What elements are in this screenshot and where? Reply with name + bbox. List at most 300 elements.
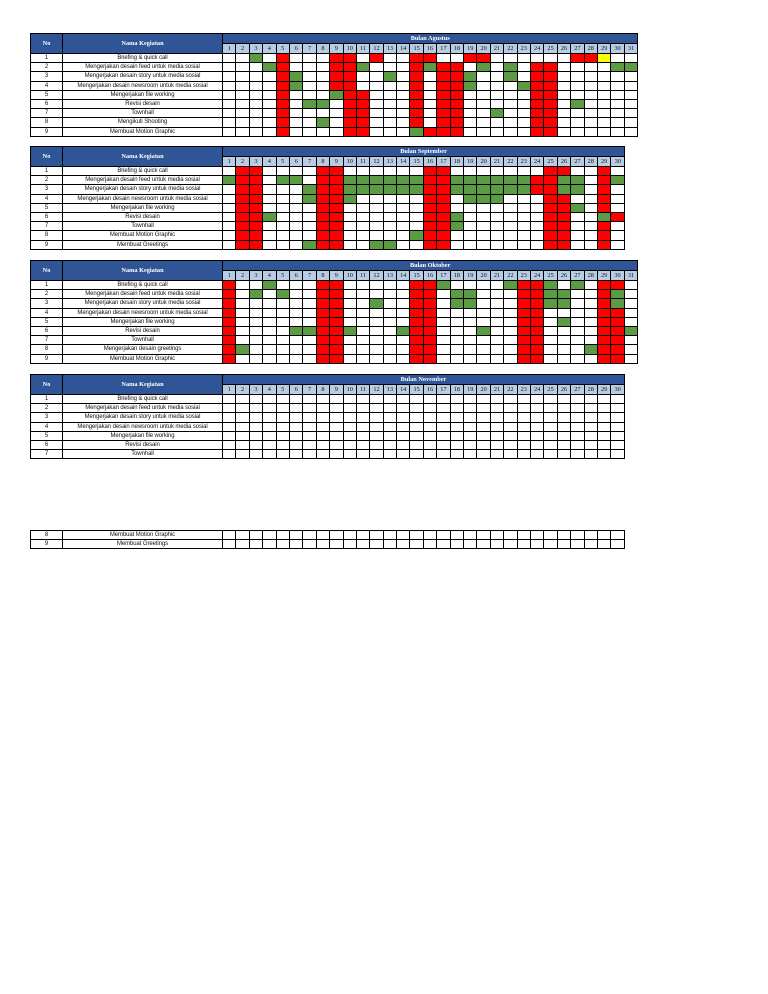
day-cell[interactable] [223,299,236,308]
day-cell[interactable] [223,290,236,299]
day-cell[interactable] [624,118,638,127]
day-cell[interactable] [504,404,517,413]
day-cell[interactable] [571,81,584,90]
day-cell[interactable] [544,203,557,212]
day-cell[interactable] [597,422,610,431]
day-cell[interactable] [517,440,530,449]
day-cell[interactable] [316,431,329,440]
day-cell[interactable] [423,413,436,422]
day-cell[interactable] [557,440,570,449]
day-cell[interactable] [597,540,610,549]
day-cell[interactable] [544,185,557,194]
day-cell[interactable] [289,167,302,176]
day-cell[interactable] [490,81,503,90]
day-cell[interactable] [504,540,517,549]
day-cell[interactable] [517,203,530,212]
day-cell[interactable] [316,326,329,335]
day-cell[interactable] [464,194,477,203]
day-cell[interactable] [276,222,289,231]
day-cell[interactable] [504,431,517,440]
day-cell[interactable] [571,194,584,203]
day-cell[interactable] [303,176,316,185]
day-cell[interactable] [423,203,436,212]
day-cell[interactable] [544,212,557,221]
day-cell[interactable] [303,185,316,194]
day-cell[interactable] [410,354,423,363]
day-cell[interactable] [597,404,610,413]
day-cell[interactable] [263,354,276,363]
day-cell[interactable] [370,531,383,540]
day-cell[interactable] [490,299,503,308]
day-cell[interactable] [276,54,289,63]
day-cell[interactable] [517,317,530,326]
day-cell[interactable] [410,127,423,136]
day-cell[interactable] [383,450,396,459]
day-cell[interactable] [597,167,610,176]
day-cell[interactable] [437,336,450,345]
day-cell[interactable] [370,203,383,212]
day-cell[interactable] [557,63,570,72]
day-cell[interactable] [343,231,356,240]
day-cell[interactable] [343,118,356,127]
day-cell[interactable] [437,308,450,317]
day-cell[interactable] [236,413,249,422]
day-cell[interactable] [464,72,477,81]
day-cell[interactable] [544,222,557,231]
day-cell[interactable] [249,185,262,194]
day-cell[interactable] [223,72,236,81]
day-cell[interactable] [249,336,262,345]
day-cell[interactable] [383,299,396,308]
day-cell[interactable] [343,404,356,413]
day-cell[interactable] [584,240,597,249]
day-cell[interactable] [223,185,236,194]
day-cell[interactable] [249,72,262,81]
day-cell[interactable] [263,450,276,459]
day-cell[interactable] [517,326,530,335]
day-cell[interactable] [236,222,249,231]
day-cell[interactable] [276,308,289,317]
day-cell[interactable] [611,203,625,212]
day-cell[interactable] [517,212,530,221]
day-cell[interactable] [316,81,329,90]
day-cell[interactable] [303,54,316,63]
day-cell[interactable] [383,240,396,249]
day-cell[interactable] [450,203,463,212]
day-cell[interactable] [383,231,396,240]
day-cell[interactable] [316,127,329,136]
day-cell[interactable] [517,54,530,63]
day-cell[interactable] [289,345,302,354]
day-cell[interactable] [423,167,436,176]
day-cell[interactable] [584,281,597,290]
day-cell[interactable] [450,413,463,422]
day-cell[interactable] [223,281,236,290]
day-cell[interactable] [517,185,530,194]
day-cell[interactable] [490,431,503,440]
day-cell[interactable] [356,336,369,345]
day-cell[interactable] [383,290,396,299]
day-cell[interactable] [557,118,570,127]
day-cell[interactable] [383,422,396,431]
day-cell[interactable] [263,99,276,108]
day-cell[interactable] [597,54,610,63]
day-cell[interactable] [611,308,624,317]
day-cell[interactable] [557,345,570,354]
day-cell[interactable] [544,326,557,335]
day-cell[interactable] [450,167,463,176]
day-cell[interactable] [316,72,329,81]
day-cell[interactable] [477,281,490,290]
day-cell[interactable] [423,54,436,63]
day-cell[interactable] [263,109,276,118]
day-cell[interactable] [611,299,624,308]
day-cell[interactable] [584,127,597,136]
day-cell[interactable] [557,203,570,212]
day-cell[interactable] [450,404,463,413]
day-cell[interactable] [490,336,503,345]
day-cell[interactable] [383,404,396,413]
day-cell[interactable] [223,90,236,99]
day-cell[interactable] [477,404,490,413]
day-cell[interactable] [289,395,302,404]
day-cell[interactable] [263,176,276,185]
day-cell[interactable] [530,531,543,540]
day-cell[interactable] [303,90,316,99]
day-cell[interactable] [410,99,423,108]
day-cell[interactable] [263,431,276,440]
day-cell[interactable] [263,212,276,221]
day-cell[interactable] [223,54,236,63]
day-cell[interactable] [397,440,410,449]
day-cell[interactable] [557,317,570,326]
day-cell[interactable] [423,540,436,549]
day-cell[interactable] [557,431,570,440]
day-cell[interactable] [557,185,570,194]
day-cell[interactable] [236,281,249,290]
day-cell[interactable] [490,345,503,354]
day-cell[interactable] [276,63,289,72]
day-cell[interactable] [263,345,276,354]
day-cell[interactable] [504,345,517,354]
day-cell[interactable] [517,118,530,127]
day-cell[interactable] [356,299,369,308]
day-cell[interactable] [316,413,329,422]
day-cell[interactable] [316,336,329,345]
day-cell[interactable] [544,118,557,127]
day-cell[interactable] [356,317,369,326]
day-cell[interactable] [530,431,543,440]
day-cell[interactable] [289,326,302,335]
day-cell[interactable] [584,422,597,431]
day-cell[interactable] [303,450,316,459]
day-cell[interactable] [504,99,517,108]
day-cell[interactable] [263,72,276,81]
day-cell[interactable] [423,212,436,221]
day-cell[interactable] [356,240,369,249]
day-cell[interactable] [383,99,396,108]
day-cell[interactable] [464,336,477,345]
day-cell[interactable] [423,99,436,108]
day-cell[interactable] [584,194,597,203]
day-cell[interactable] [370,317,383,326]
day-cell[interactable] [611,240,625,249]
day-cell[interactable] [343,127,356,136]
day-cell[interactable] [249,413,262,422]
day-cell[interactable] [370,440,383,449]
day-cell[interactable] [223,531,236,540]
day-cell[interactable] [370,54,383,63]
day-cell[interactable] [571,413,584,422]
day-cell[interactable] [584,450,597,459]
day-cell[interactable] [423,440,436,449]
day-cell[interactable] [571,336,584,345]
day-cell[interactable] [236,240,249,249]
day-cell[interactable] [557,222,570,231]
day-cell[interactable] [597,109,610,118]
day-cell[interactable] [397,90,410,99]
day-cell[interactable] [504,317,517,326]
day-cell[interactable] [356,176,369,185]
day-cell[interactable] [530,317,543,326]
day-cell[interactable] [383,308,396,317]
day-cell[interactable] [544,440,557,449]
day-cell[interactable] [249,54,262,63]
day-cell[interactable] [223,127,236,136]
day-cell[interactable] [437,440,450,449]
day-cell[interactable] [236,540,249,549]
day-cell[interactable] [557,99,570,108]
day-cell[interactable] [597,299,610,308]
day-cell[interactable] [517,240,530,249]
day-cell[interactable] [276,354,289,363]
day-cell[interactable] [289,404,302,413]
day-cell[interactable] [356,63,369,72]
day-cell[interactable] [330,450,343,459]
day-cell[interactable] [517,404,530,413]
day-cell[interactable] [249,395,262,404]
day-cell[interactable] [263,203,276,212]
day-cell[interactable] [504,222,517,231]
day-cell[interactable] [289,185,302,194]
day-cell[interactable] [397,54,410,63]
day-cell[interactable] [236,431,249,440]
day-cell[interactable] [530,308,543,317]
day-cell[interactable] [249,203,262,212]
day-cell[interactable] [571,440,584,449]
day-cell[interactable] [477,99,490,108]
day-cell[interactable] [330,212,343,221]
day-cell[interactable] [477,422,490,431]
day-cell[interactable] [544,231,557,240]
day-cell[interactable] [410,422,423,431]
day-cell[interactable] [303,290,316,299]
day-cell[interactable] [316,531,329,540]
day-cell[interactable] [437,299,450,308]
day-cell[interactable] [356,212,369,221]
day-cell[interactable] [557,194,570,203]
day-cell[interactable] [410,299,423,308]
day-cell[interactable] [571,326,584,335]
day-cell[interactable] [571,176,584,185]
day-cell[interactable] [263,404,276,413]
day-cell[interactable] [330,81,343,90]
day-cell[interactable] [557,308,570,317]
day-cell[interactable] [557,354,570,363]
day-cell[interactable] [236,317,249,326]
day-cell[interactable] [397,99,410,108]
day-cell[interactable] [624,127,638,136]
day-cell[interactable] [611,336,624,345]
day-cell[interactable] [477,231,490,240]
day-cell[interactable] [410,176,423,185]
day-cell[interactable] [624,299,638,308]
day-cell[interactable] [544,345,557,354]
day-cell[interactable] [410,167,423,176]
day-cell[interactable] [397,231,410,240]
day-cell[interactable] [236,81,249,90]
day-cell[interactable] [477,290,490,299]
day-cell[interactable] [276,431,289,440]
day-cell[interactable] [437,109,450,118]
day-cell[interactable] [450,531,463,540]
day-cell[interactable] [517,167,530,176]
day-cell[interactable] [530,63,543,72]
day-cell[interactable] [530,354,543,363]
day-cell[interactable] [397,167,410,176]
day-cell[interactable] [477,299,490,308]
day-cell[interactable] [544,54,557,63]
day-cell[interactable] [263,185,276,194]
day-cell[interactable] [330,99,343,108]
day-cell[interactable] [263,127,276,136]
day-cell[interactable] [383,345,396,354]
day-cell[interactable] [383,185,396,194]
day-cell[interactable] [330,440,343,449]
day-cell[interactable] [423,326,436,335]
day-cell[interactable] [450,336,463,345]
day-cell[interactable] [410,540,423,549]
day-cell[interactable] [263,290,276,299]
day-cell[interactable] [517,336,530,345]
day-cell[interactable] [356,404,369,413]
day-cell[interactable] [437,404,450,413]
day-cell[interactable] [370,299,383,308]
day-cell[interactable] [584,404,597,413]
day-cell[interactable] [370,450,383,459]
day-cell[interactable] [236,290,249,299]
day-cell[interactable] [356,118,369,127]
day-cell[interactable] [571,395,584,404]
day-cell[interactable] [263,240,276,249]
day-cell[interactable] [477,127,490,136]
day-cell[interactable] [370,281,383,290]
day-cell[interactable] [316,222,329,231]
day-cell[interactable] [611,413,625,422]
day-cell[interactable] [316,281,329,290]
day-cell[interactable] [423,176,436,185]
day-cell[interactable] [356,281,369,290]
day-cell[interactable] [584,63,597,72]
day-cell[interactable] [370,413,383,422]
day-cell[interactable] [584,109,597,118]
day-cell[interactable] [249,90,262,99]
day-cell[interactable] [383,203,396,212]
day-cell[interactable] [597,203,610,212]
day-cell[interactable] [584,72,597,81]
day-cell[interactable] [450,127,463,136]
day-cell[interactable] [464,450,477,459]
day-cell[interactable] [557,540,570,549]
day-cell[interactable] [557,240,570,249]
day-cell[interactable] [410,81,423,90]
day-cell[interactable] [370,326,383,335]
day-cell[interactable] [330,231,343,240]
day-cell[interactable] [464,345,477,354]
day-cell[interactable] [370,90,383,99]
day-cell[interactable] [316,450,329,459]
day-cell[interactable] [356,99,369,108]
day-cell[interactable] [370,395,383,404]
day-cell[interactable] [464,326,477,335]
day-cell[interactable] [504,127,517,136]
day-cell[interactable] [517,290,530,299]
day-cell[interactable] [517,99,530,108]
day-cell[interactable] [316,308,329,317]
day-cell[interactable] [504,109,517,118]
day-cell[interactable] [611,99,624,108]
day-cell[interactable] [611,63,624,72]
day-cell[interactable] [316,317,329,326]
day-cell[interactable] [303,404,316,413]
day-cell[interactable] [464,413,477,422]
day-cell[interactable] [289,413,302,422]
day-cell[interactable] [343,109,356,118]
day-cell[interactable] [611,326,624,335]
day-cell[interactable] [330,222,343,231]
day-cell[interactable] [303,118,316,127]
day-cell[interactable] [557,326,570,335]
day-cell[interactable] [597,345,610,354]
day-cell[interactable] [316,54,329,63]
day-cell[interactable] [571,167,584,176]
day-cell[interactable] [316,176,329,185]
day-cell[interactable] [530,290,543,299]
day-cell[interactable] [356,54,369,63]
day-cell[interactable] [544,450,557,459]
day-cell[interactable] [276,404,289,413]
day-cell[interactable] [303,326,316,335]
day-cell[interactable] [397,185,410,194]
day-cell[interactable] [584,222,597,231]
day-cell[interactable] [490,72,503,81]
day-cell[interactable] [343,422,356,431]
day-cell[interactable] [410,336,423,345]
day-cell[interactable] [624,290,638,299]
day-cell[interactable] [584,54,597,63]
day-cell[interactable] [303,127,316,136]
day-cell[interactable] [330,540,343,549]
day-cell[interactable] [289,81,302,90]
day-cell[interactable] [571,404,584,413]
day-cell[interactable] [370,176,383,185]
day-cell[interactable] [477,185,490,194]
day-cell[interactable] [571,90,584,99]
day-cell[interactable] [223,109,236,118]
day-cell[interactable] [611,194,625,203]
day-cell[interactable] [316,354,329,363]
day-cell[interactable] [249,450,262,459]
